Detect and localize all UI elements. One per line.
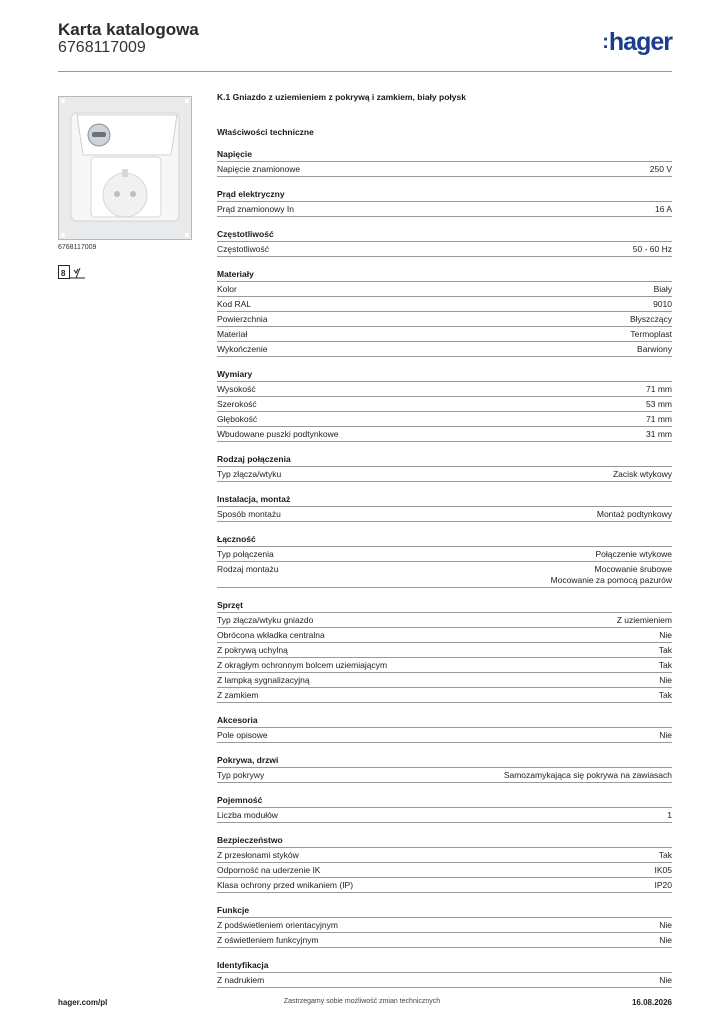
spec-value xyxy=(659,690,672,701)
spec-value-line: 250 V xyxy=(649,163,672,174)
spec-value-line: Biały xyxy=(653,283,672,294)
spec-label: Liczba modułów xyxy=(217,809,278,820)
spec-group-title: Pokrywa, drzwi xyxy=(217,755,279,765)
spring-terminal-symbol-icon xyxy=(58,263,86,283)
spec-label: Z okrągłym ochronnym bolcem uziemiającym xyxy=(217,659,388,670)
spec-group xyxy=(217,834,672,893)
spec-group-title: Identyfikacja xyxy=(217,960,269,970)
spec-value-line: Nie xyxy=(659,674,672,685)
spec-value-line: Barwiony xyxy=(637,343,672,354)
spec-label: Kolor xyxy=(217,283,237,294)
spec-label: Z lampką sygnalizacyjną xyxy=(217,674,310,685)
spec-group-title: Sprzęt xyxy=(217,600,243,610)
spec-value xyxy=(655,880,673,891)
spec-value-line: Nie xyxy=(659,729,672,740)
spec-row xyxy=(217,242,672,257)
spec-value-line: Nie xyxy=(659,974,672,985)
spec-rows xyxy=(217,506,672,522)
spec-group-title: Częstotliwość xyxy=(217,229,274,239)
spec-group xyxy=(217,714,672,743)
spec-row xyxy=(217,507,672,522)
spec-group-title: Bezpieczeństwo xyxy=(217,835,283,845)
spec-rows xyxy=(217,161,672,177)
spec-rows xyxy=(217,847,672,893)
footer-notice: Zastrzegamy sobie możliwość zmian technicznych xyxy=(283,998,441,1005)
spec-group-title: Napięcie xyxy=(217,149,252,159)
product-image xyxy=(58,96,192,240)
spec-value-line: IP20 xyxy=(654,879,672,890)
spec-row xyxy=(217,673,672,688)
spec-group-title: Wymiary xyxy=(217,369,253,379)
spec-row xyxy=(217,768,672,783)
spec-label: Rodzaj montażu xyxy=(217,563,279,574)
spec-value xyxy=(659,675,672,686)
spec-label: Głębokość xyxy=(217,413,258,424)
spec-label: Materiał xyxy=(217,328,248,339)
spec-value xyxy=(633,244,672,255)
spec-value-line: 53 mm xyxy=(646,398,672,409)
spec-rows xyxy=(217,972,672,988)
spec-rows xyxy=(217,807,672,823)
spec-value xyxy=(659,660,672,671)
spec-label: Częstotliwość xyxy=(217,243,269,254)
spec-value xyxy=(659,645,672,656)
spec-value xyxy=(617,615,672,626)
spec-value-line: Zacisk wtykowy xyxy=(612,468,672,479)
spec-value-line: Mocowanie za pomocą pazurów xyxy=(550,574,672,585)
spec-label: Napięcie znamionowe xyxy=(217,163,301,174)
spec-value-line: Połączenie wtykowe xyxy=(595,548,672,559)
spec-rows xyxy=(217,201,672,217)
spec-label: Z przesłonami styków xyxy=(217,849,299,860)
spec-value xyxy=(646,429,672,440)
spec-row xyxy=(217,658,672,673)
spec-rows xyxy=(217,917,672,948)
spec-group-title: Prąd elektryczny xyxy=(217,189,285,199)
spec-row xyxy=(217,397,672,412)
spec-rows xyxy=(217,241,672,257)
spec-row xyxy=(217,878,672,893)
spec-value-line: 71 mm xyxy=(646,383,672,394)
spec-group xyxy=(217,959,672,988)
spec-value-line: Samozamykająca się pokrywa na zawiasach xyxy=(503,769,672,780)
spec-value xyxy=(646,384,672,395)
spec-row xyxy=(217,327,672,342)
spec-rows xyxy=(217,767,672,783)
spec-value-line: 31 mm xyxy=(646,428,672,439)
spec-value xyxy=(659,730,672,741)
spec-content xyxy=(217,90,672,999)
spec-group xyxy=(217,453,672,482)
spec-value xyxy=(637,344,672,355)
spec-row xyxy=(217,728,672,743)
spec-label: Z zamkiem xyxy=(217,689,259,700)
spec-label: Z oświetleniem funkcyjnym xyxy=(217,934,319,945)
spec-group-title: Instalacja, montaż xyxy=(217,494,291,504)
spec-value-line: IK05 xyxy=(654,864,672,875)
spec-rows xyxy=(217,281,672,357)
spec-value xyxy=(654,284,672,295)
spec-label: Typ złącza/wtyku gniazdo xyxy=(217,614,314,625)
spec-row xyxy=(217,643,672,658)
spec-group xyxy=(217,268,672,357)
spec-value xyxy=(613,469,672,480)
spec-row xyxy=(217,547,672,562)
spec-label: Powierzchnia xyxy=(217,313,268,324)
document-title: Karta katalogowa xyxy=(58,20,199,39)
spec-row xyxy=(217,628,672,643)
spec-row xyxy=(217,427,672,442)
spec-value xyxy=(655,865,673,876)
spec-row xyxy=(217,613,672,628)
spec-value-line: 9010 xyxy=(653,298,672,309)
spec-label: Typ pokrywy xyxy=(217,769,265,780)
image-caption: 6768117009 xyxy=(58,244,97,251)
logo-dots-icon: : xyxy=(602,31,608,53)
spec-group-title: Łączność xyxy=(217,534,256,544)
spec-group xyxy=(217,228,672,257)
spec-group xyxy=(217,794,672,823)
spec-group xyxy=(217,904,672,948)
spec-value-line: Nie xyxy=(659,934,672,945)
spec-row xyxy=(217,688,672,703)
spec-value-line: 16 A xyxy=(654,203,672,214)
spec-value xyxy=(646,414,672,425)
spec-group xyxy=(217,533,672,588)
properties-heading: Właściwości techniczne xyxy=(217,127,314,137)
spec-value xyxy=(630,329,672,340)
logo-text: hager xyxy=(608,28,672,56)
spec-label: Kod RAL xyxy=(217,298,252,309)
spec-label: Prąd znamionowy In xyxy=(217,203,295,214)
spec-label: Z nadrukiem xyxy=(217,974,265,985)
spec-label: Typ złącza/wtyku xyxy=(217,468,282,479)
spec-value xyxy=(650,164,672,175)
spec-value xyxy=(653,299,672,310)
spec-value-line: 50 - 60 Hz xyxy=(632,243,672,254)
spec-value-line: Tak xyxy=(658,849,672,860)
spec-value xyxy=(551,564,672,586)
spec-group xyxy=(217,754,672,783)
spec-value xyxy=(659,975,672,986)
spec-row xyxy=(217,918,672,933)
spec-row xyxy=(217,933,672,948)
spec-groups xyxy=(217,148,672,988)
spec-value-line: 1 xyxy=(667,809,672,820)
footer-website: hager.com/pl xyxy=(58,998,108,1007)
spec-label: Szerokość xyxy=(217,398,257,409)
spec-value-line: Błyszczący xyxy=(629,313,672,324)
spec-row xyxy=(217,848,672,863)
product-title: K.1 Gniazdo z uziemieniem z pokrywą i zamkiem, biały połysk xyxy=(217,92,466,102)
socket-image-icon xyxy=(59,97,191,239)
spec-row xyxy=(217,312,672,327)
spec-label: Z pokrywą uchylną xyxy=(217,644,288,655)
spec-row xyxy=(217,973,672,988)
spec-value xyxy=(659,850,672,861)
spec-group-title: Funkcje xyxy=(217,905,250,915)
spec-value xyxy=(659,935,672,946)
spec-row xyxy=(217,297,672,312)
document-number: 6768117009 xyxy=(58,39,146,56)
spec-label: Pole opisowe xyxy=(217,729,268,740)
spec-row xyxy=(217,382,672,397)
spec-value xyxy=(646,399,672,410)
spec-row xyxy=(217,202,672,217)
footer-date: 16.08.2026 xyxy=(631,998,672,1007)
spec-value-line: Tak xyxy=(658,644,672,655)
spec-group-title: Pojemność xyxy=(217,795,263,805)
spec-value xyxy=(655,204,672,215)
spec-label: Wbudowane puszki podtynkowe xyxy=(217,428,339,439)
spec-label: Wysokość xyxy=(217,383,256,394)
spec-value-line: Nie xyxy=(659,629,672,640)
spec-label: Obrócona wkładka centralna xyxy=(217,629,325,640)
spec-rows xyxy=(217,612,672,703)
spec-row xyxy=(217,562,672,588)
spec-row xyxy=(217,863,672,878)
spec-row xyxy=(217,282,672,297)
spec-rows xyxy=(217,727,672,743)
spec-row xyxy=(217,808,672,823)
spec-label: Sposób montażu xyxy=(217,508,281,519)
spec-value-line: Tak xyxy=(658,689,672,700)
spec-group xyxy=(217,188,672,217)
spec-group-title: Materiały xyxy=(217,269,254,279)
spec-value-line: Mocowanie śrubowe xyxy=(594,563,672,574)
spec-value-line: Termoplast xyxy=(630,328,672,339)
spec-value-line: Nie xyxy=(659,919,672,930)
spec-group xyxy=(217,599,672,703)
hager-logo xyxy=(602,28,672,57)
spec-value xyxy=(595,549,672,560)
spec-rows xyxy=(217,381,672,442)
spec-value-line: Montaż podtynkowy xyxy=(596,508,672,519)
spec-value xyxy=(659,630,672,641)
header-divider xyxy=(58,71,672,72)
spec-row xyxy=(217,342,672,357)
spec-label: Klasa ochrony przed wnikaniem (IP) xyxy=(217,879,354,890)
spec-value-line: 71 mm xyxy=(646,413,672,424)
spec-value xyxy=(597,509,672,520)
spec-label: Wykończenie xyxy=(217,343,268,354)
spec-value xyxy=(659,920,672,931)
spec-row xyxy=(217,467,672,482)
spec-value xyxy=(504,770,672,781)
spec-row xyxy=(217,412,672,427)
spec-group-title: Rodzaj połączenia xyxy=(217,454,291,464)
spec-label: Odporność na uderzenie IK xyxy=(217,864,321,875)
spec-value xyxy=(630,314,672,325)
symbol-label: 8 xyxy=(61,269,66,278)
spec-label: Z podświetleniem orientacyjnym xyxy=(217,919,338,930)
spec-group xyxy=(217,148,672,177)
spec-label: Typ połączenia xyxy=(217,548,274,559)
spec-group xyxy=(217,493,672,522)
spec-group-title: Akcesoria xyxy=(217,715,258,725)
spec-rows xyxy=(217,466,672,482)
spec-value-line: Tak xyxy=(658,659,672,670)
spec-value-line: Z uziemieniem xyxy=(616,614,672,625)
spec-row xyxy=(217,162,672,177)
spec-group xyxy=(217,368,672,442)
spec-rows xyxy=(217,546,672,588)
spec-value xyxy=(667,810,672,821)
